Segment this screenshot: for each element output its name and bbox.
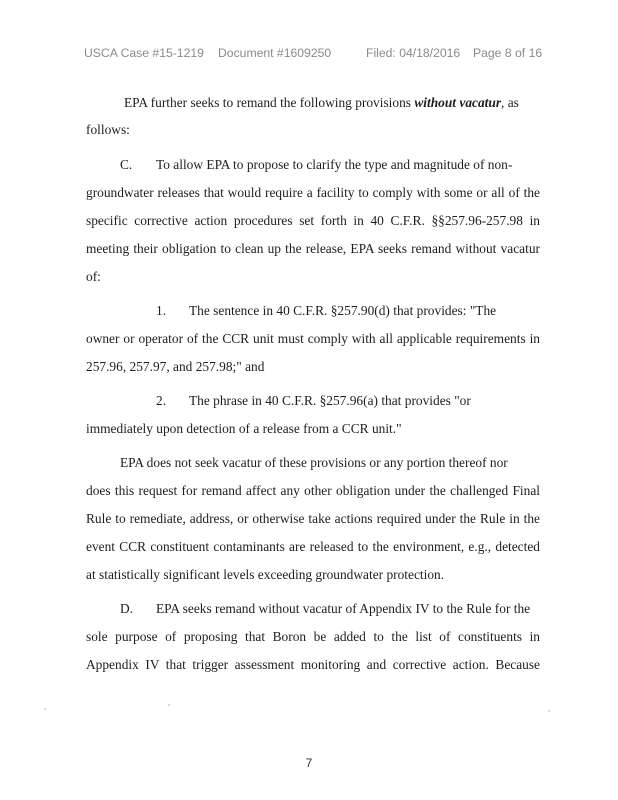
section-c-line-2: groundwater releases that would require a facility to comply with some or all of the (86, 185, 540, 200)
para-2-line-1: EPA does not seek vacatur of these provisions or any portion thereof nor (120, 455, 508, 470)
court-filing-header (0, 46, 618, 64)
para-2-line-5: at statistically significant levels exceeding groundwater protection. (86, 567, 445, 582)
para-2-line-3: Rule to remediate, address, or otherwise take actions required under the Rule in the (86, 511, 540, 526)
section-d-label: D. (120, 601, 134, 616)
section-d-line-2: sole purpose of proposing that Boron be added to the list of constituents in (86, 629, 540, 644)
intro-line-2: follows: (86, 122, 130, 137)
section-c-line-1: To allow EPA to propose to clarify the type and magnitude of non- (156, 157, 513, 172)
item-1-line-2: owner or operator of the CCR unit must comply with all applicable requirements in (86, 331, 540, 346)
section-d-line-1: EPA seeks remand without vacatur of Appendix IV to the Rule for the (156, 601, 531, 616)
item-2-line-1: The phrase in 40 C.F.R. §257.96(a) that provides "or (189, 393, 471, 408)
section-c-label: C. (120, 157, 133, 172)
para-2-line-2: does this request for remand affect any other obligation under the challenged Final (86, 483, 540, 498)
scan-speck (548, 710, 550, 712)
item-1-line-1: The sentence in 40 C.F.R. §257.90(d) that provides: "The (189, 303, 497, 318)
header-case-number: USCA Case #15-1219 (84, 46, 204, 60)
item-2-label: 2. (156, 393, 167, 408)
header-document-number: Document #1609250 (218, 46, 332, 60)
header-page-count: Page 8 of 16 (473, 46, 543, 60)
item-2-line-2: immediately upon detection of a release from a CCR unit." (86, 421, 402, 436)
item-1-label: 1. (156, 303, 167, 318)
intro-line-1 (124, 90, 519, 117)
intro-emphasis: without vacatur (414, 95, 502, 110)
section-c-line-5: of: (86, 269, 101, 284)
section-d-line-3: Appendix IV that trigger assessment monitoring and corrective action. Because (86, 657, 540, 672)
scan-speck (44, 708, 46, 710)
intro-text-b: , as (501, 95, 519, 110)
scan-speck (168, 704, 170, 706)
page-number: 7 (305, 756, 313, 770)
header-filed-date: Filed: 04/18/2016 (366, 46, 461, 60)
section-c-line-4: meeting their obligation to clean up the release, EPA seeks remand without vacatur (86, 241, 540, 256)
intro-text-a: EPA further seeks to remand the following provisions (124, 95, 415, 110)
item-1-line-3: 257.96, 257.97, and 257.98;" and (86, 359, 265, 374)
para-2-line-4: event CCR constituent contaminants are released to the environment, e.g., detected (86, 539, 540, 554)
section-c-line-3: specific corrective action procedures set forth in 40 C.F.R. §§257.96-257.98 in (86, 213, 540, 228)
